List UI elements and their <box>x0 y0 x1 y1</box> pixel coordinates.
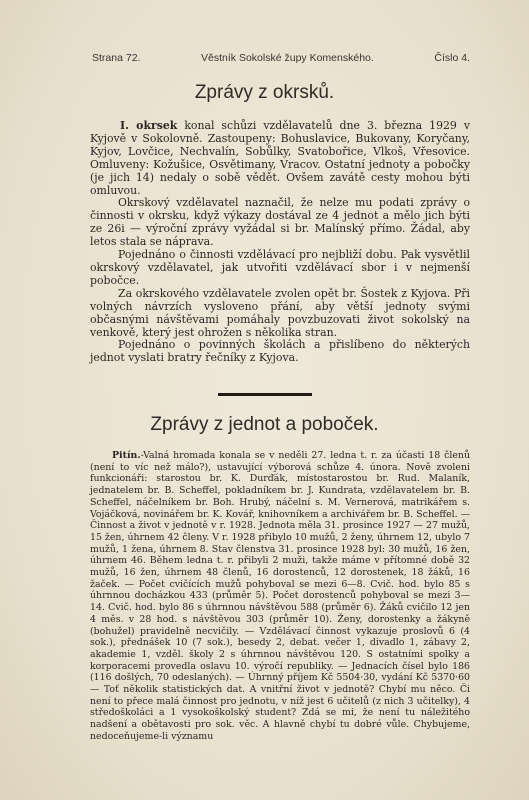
section-okrsky-body <box>90 120 470 365</box>
paragraph: Pojednáno o povinných školách a přislíbeno do některých jednot vyslati bratry řečníky z Kyjova. <box>90 338 470 365</box>
section-divider <box>218 393 312 396</box>
issue-number: Číslo 4. <box>434 52 470 64</box>
okrsek-lead: I. okrsek <box>120 119 178 132</box>
paragraph: Za okrskového vzdělavatele zvolen opět br. Šostek z Kyjova. Při volných návrzích vysloveno přání, aby větší jednoty svými občasnými návštěvami pomáhaly povzbuzovati život sokolský na venkově, který jest ohrožen s několika stran. <box>90 286 470 339</box>
section-jednoty-body <box>90 450 470 743</box>
paragraph <box>90 450 470 743</box>
paragraph-text: konal schůzi vzdělavatelů dne 3. března 1929 v Kyjově v Sokolovně. Zastoupeny: Bohuslavice, Bukovany, Koryčany, Kyjov, Lovčice, Nechvalín, Sobůlky, Svatobořice, Vlkoš, Vřesovice. Omluveny: Kožušice, Osvětimany, Vracov. Ostatní jednoty a pobočky (je jich 14) nedaly o sobě vědět. Ovšem zavátě cesty mohou býti omluvou. <box>90 119 470 197</box>
running-header <box>92 52 470 64</box>
unit-name-lead: Pitín. <box>112 450 141 461</box>
section-title-okrsky: Zprávy z okrsků. <box>194 82 335 103</box>
paragraph-text: -Valná hromada konala se v neděli 27. ledna t. r. za účasti 18 členů (není to víc než málo?), ustavující výborová schůze 4. února. Nově zvoleni funkcionáři: starostou br. K. Durďák, místostarostou br. Rud. Malaník, jednatelem br. B. Scheffel, pokladníkem br. J. Kundrata, vzdělavatelem br. B. Scheffel, náčelníkem br. Boh. Hrubý, náčelní s. M. Vernerová, matrikářem s. Vojáčková, novinářem br. K. Kovář, knihovníkem a archivářem br. B. Scheffel. — Činnost a život v jednotě v r. 1928. Jednota měla 31. prosince 1927 — 27 mužů, 15 žen, úhrnem 42 členy. V r. 1928 přibylo 10 mužů, 2 ženy, úhrnem 12, ubylo 7 mužů, 1 žena, úhrnem 8. Stav členstva 31. prosince 1928 byl: 30 mužů, 16 žen, úhrnem 46. Během ledna t. r. přibyli 2 muži, takže máme v přítomné době 32 mužů, 16 žen, úhrnem 48 členů, 16 dorostenců, 12 dorostenek, 18 žáků, 16 žaček. — Počet cvičících mužů pohyboval se mezi 6—8. Cvič. hod. bylo 85 s úhrnnou docházkou 433 (průměr 5). Počet dorostenců pohyboval se mezi 3—14. Cvič. hod. bylo 86 s úhrnnou návštěvou 588 (průměr 6). Žáků cvičilo 12 jen 4 měs. v 28 hod. s návštěvou 303 (průměr 10). Ženy, dorostenky a žákyně (bohužel) pravidelně necvičily. — Vzdělávací činnost vykazuje proslovů 6 (4 sok.), přednášek 10 (7 sok.), besedy 2, debat. večer 1, divadlo 1, zábavy 2, akademie 1, vzděl. školy 2 s úhrnnou návštěvou 120. S ostatními spolky a korporacemi provedla oslavu 10. výročí republiky. — Jednacích čísel bylo 186 (116 došlých, 70 odeslaných). — Úhrnný příjem Kč 5504·30, vydání Kč 5370·60 — Toť několik statistických dat. A vnitřní život v jednotě? Chybí mu něco. Či není to přece malá činnost pro jednotu, v níž jest 6 učitelů (z nich 3 učitelky), 4 středoškoláci a 1 vysokoškolský student? Zdá se mi, že není tu náležitého nadšení a obětavosti pro sok. věc. A hlavně chybí tu dobré vůle. Chybujeme, nedoceňujeme-li významu <box>90 450 470 742</box>
paragraph <box>90 120 470 197</box>
section-title-jednoty: Zprávy z jednot a poboček. <box>150 414 379 435</box>
page-number: Strana 72. <box>92 52 141 64</box>
journal-title: Věstník Sokolské župy Komenského. <box>201 52 374 64</box>
paragraph: Pojednáno o činnosti vzdělávací pro nejbliží dobu. Pak vysvětlil okrskový vzdělavatel, jak utvořiti vzdělávací sbor i v nejmenší pobočce. <box>90 248 470 287</box>
paragraph: Okrskový vzdělavatel naznačil, že nelze mu podati zprávy o činnosti v okrsku, když výkazy dostával ze 4 jednot a mělo jich býti ze 26i — výroční zprávy vyžádal si br. Malínský přímo. Žádal, aby letos stala se náprava. <box>90 196 470 249</box>
